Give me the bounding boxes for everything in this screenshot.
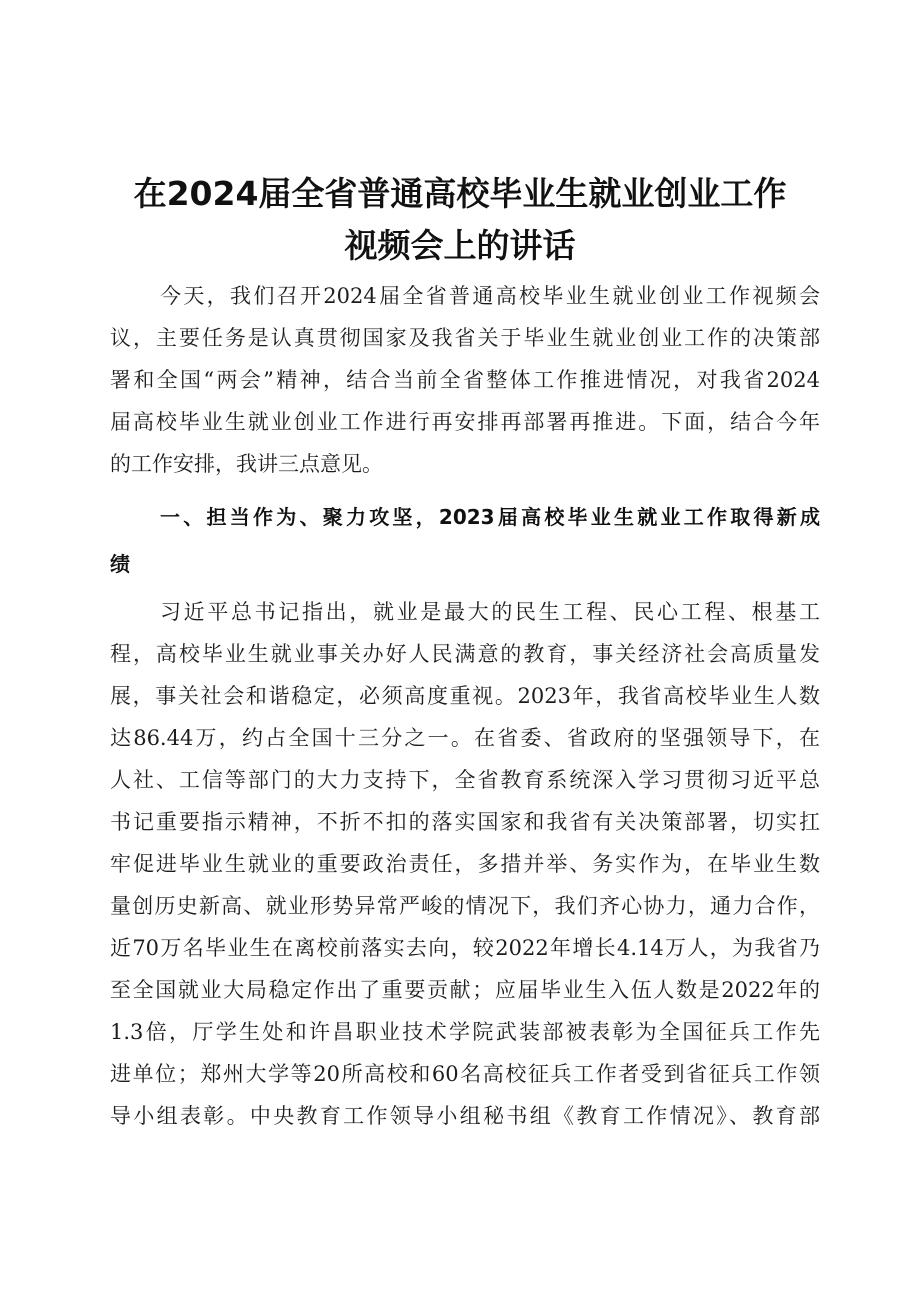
paragraph-line: 人社、工信等部门的大力支持下，全省教育系统深入学习贯彻习近平总 xyxy=(110,768,820,792)
paragraph-line: 1.3倍，厅学生处和许昌职业技术学院武装部被表彰为全国征兵工作先 xyxy=(110,1020,820,1044)
document-title-line-1: 在2024届全省普通高校毕业生就业创业工作 xyxy=(133,174,787,213)
paragraph-line: 习近平总书记指出，就业是最大的民生工程、民心工程、根基工 xyxy=(160,600,820,624)
paragraph-line: 牢促进毕业生就业的重要政治责任，多措并举、务实作为，在毕业生数 xyxy=(110,852,820,876)
paragraph-line: 达86.44万，约占全国十三分之一。在省委、省政府的坚强领导下，在 xyxy=(110,726,820,750)
paragraph-line: 署和全国“两会”精神，结合当前全省整体工作推进情况，对我省2024 xyxy=(110,368,820,392)
heading-line: 一、担当作为、聚力攻坚，2023届高校毕业生就业工作取得新成 xyxy=(160,505,820,529)
paragraph-line: 议，主要任务是认真贯彻国家及我省关于毕业生就业创业工作的决策部 xyxy=(110,326,820,350)
paragraph-line: 的工作安排，我讲三点意见。 xyxy=(110,452,383,476)
paragraph-line: 进单位；郑州大学等20所高校和60名高校征兵工作者受到省征兵工作领 xyxy=(110,1062,820,1086)
paragraph-line: 近70万名毕业生在离校前落实去向，较2022年增长4.14万人，为我省乃 xyxy=(110,936,820,960)
paragraph-line: 届高校毕业生就业创业工作进行再安排再部署再推进。下面，结合今年 xyxy=(110,410,820,434)
paragraph-line: 导小组表彰。中央教育工作领导小组秘书组《教育工作情况》、教育部 xyxy=(110,1104,820,1128)
paragraph-line: 展，事关社会和谐稳定，必须高度重视。2023年，我省高校毕业生人数 xyxy=(110,684,820,708)
paragraph-line: 书记重要指示精神，不折不扣的落实国家和我省有关决策部署，切实扛 xyxy=(110,810,820,834)
paragraph-line: 至全国就业大局稳定作出了重要贡献；应届毕业生入伍人数是2022年的 xyxy=(110,978,820,1002)
paragraph-line: 今天，我们召开2024届全省普通高校毕业生就业创业工作视频会 xyxy=(160,284,820,308)
paragraph-line: 程，高校毕业生就业事关办好人民满意的教育，事关经济社会高质量发 xyxy=(110,642,820,666)
heading-line: 绩 xyxy=(110,552,130,576)
paragraph-line: 量创历史新高、就业形势异常严峻的情况下，我们齐心协力，通力合作， xyxy=(110,894,820,918)
document-title-line-2: 视频会上的讲话 xyxy=(344,226,576,265)
